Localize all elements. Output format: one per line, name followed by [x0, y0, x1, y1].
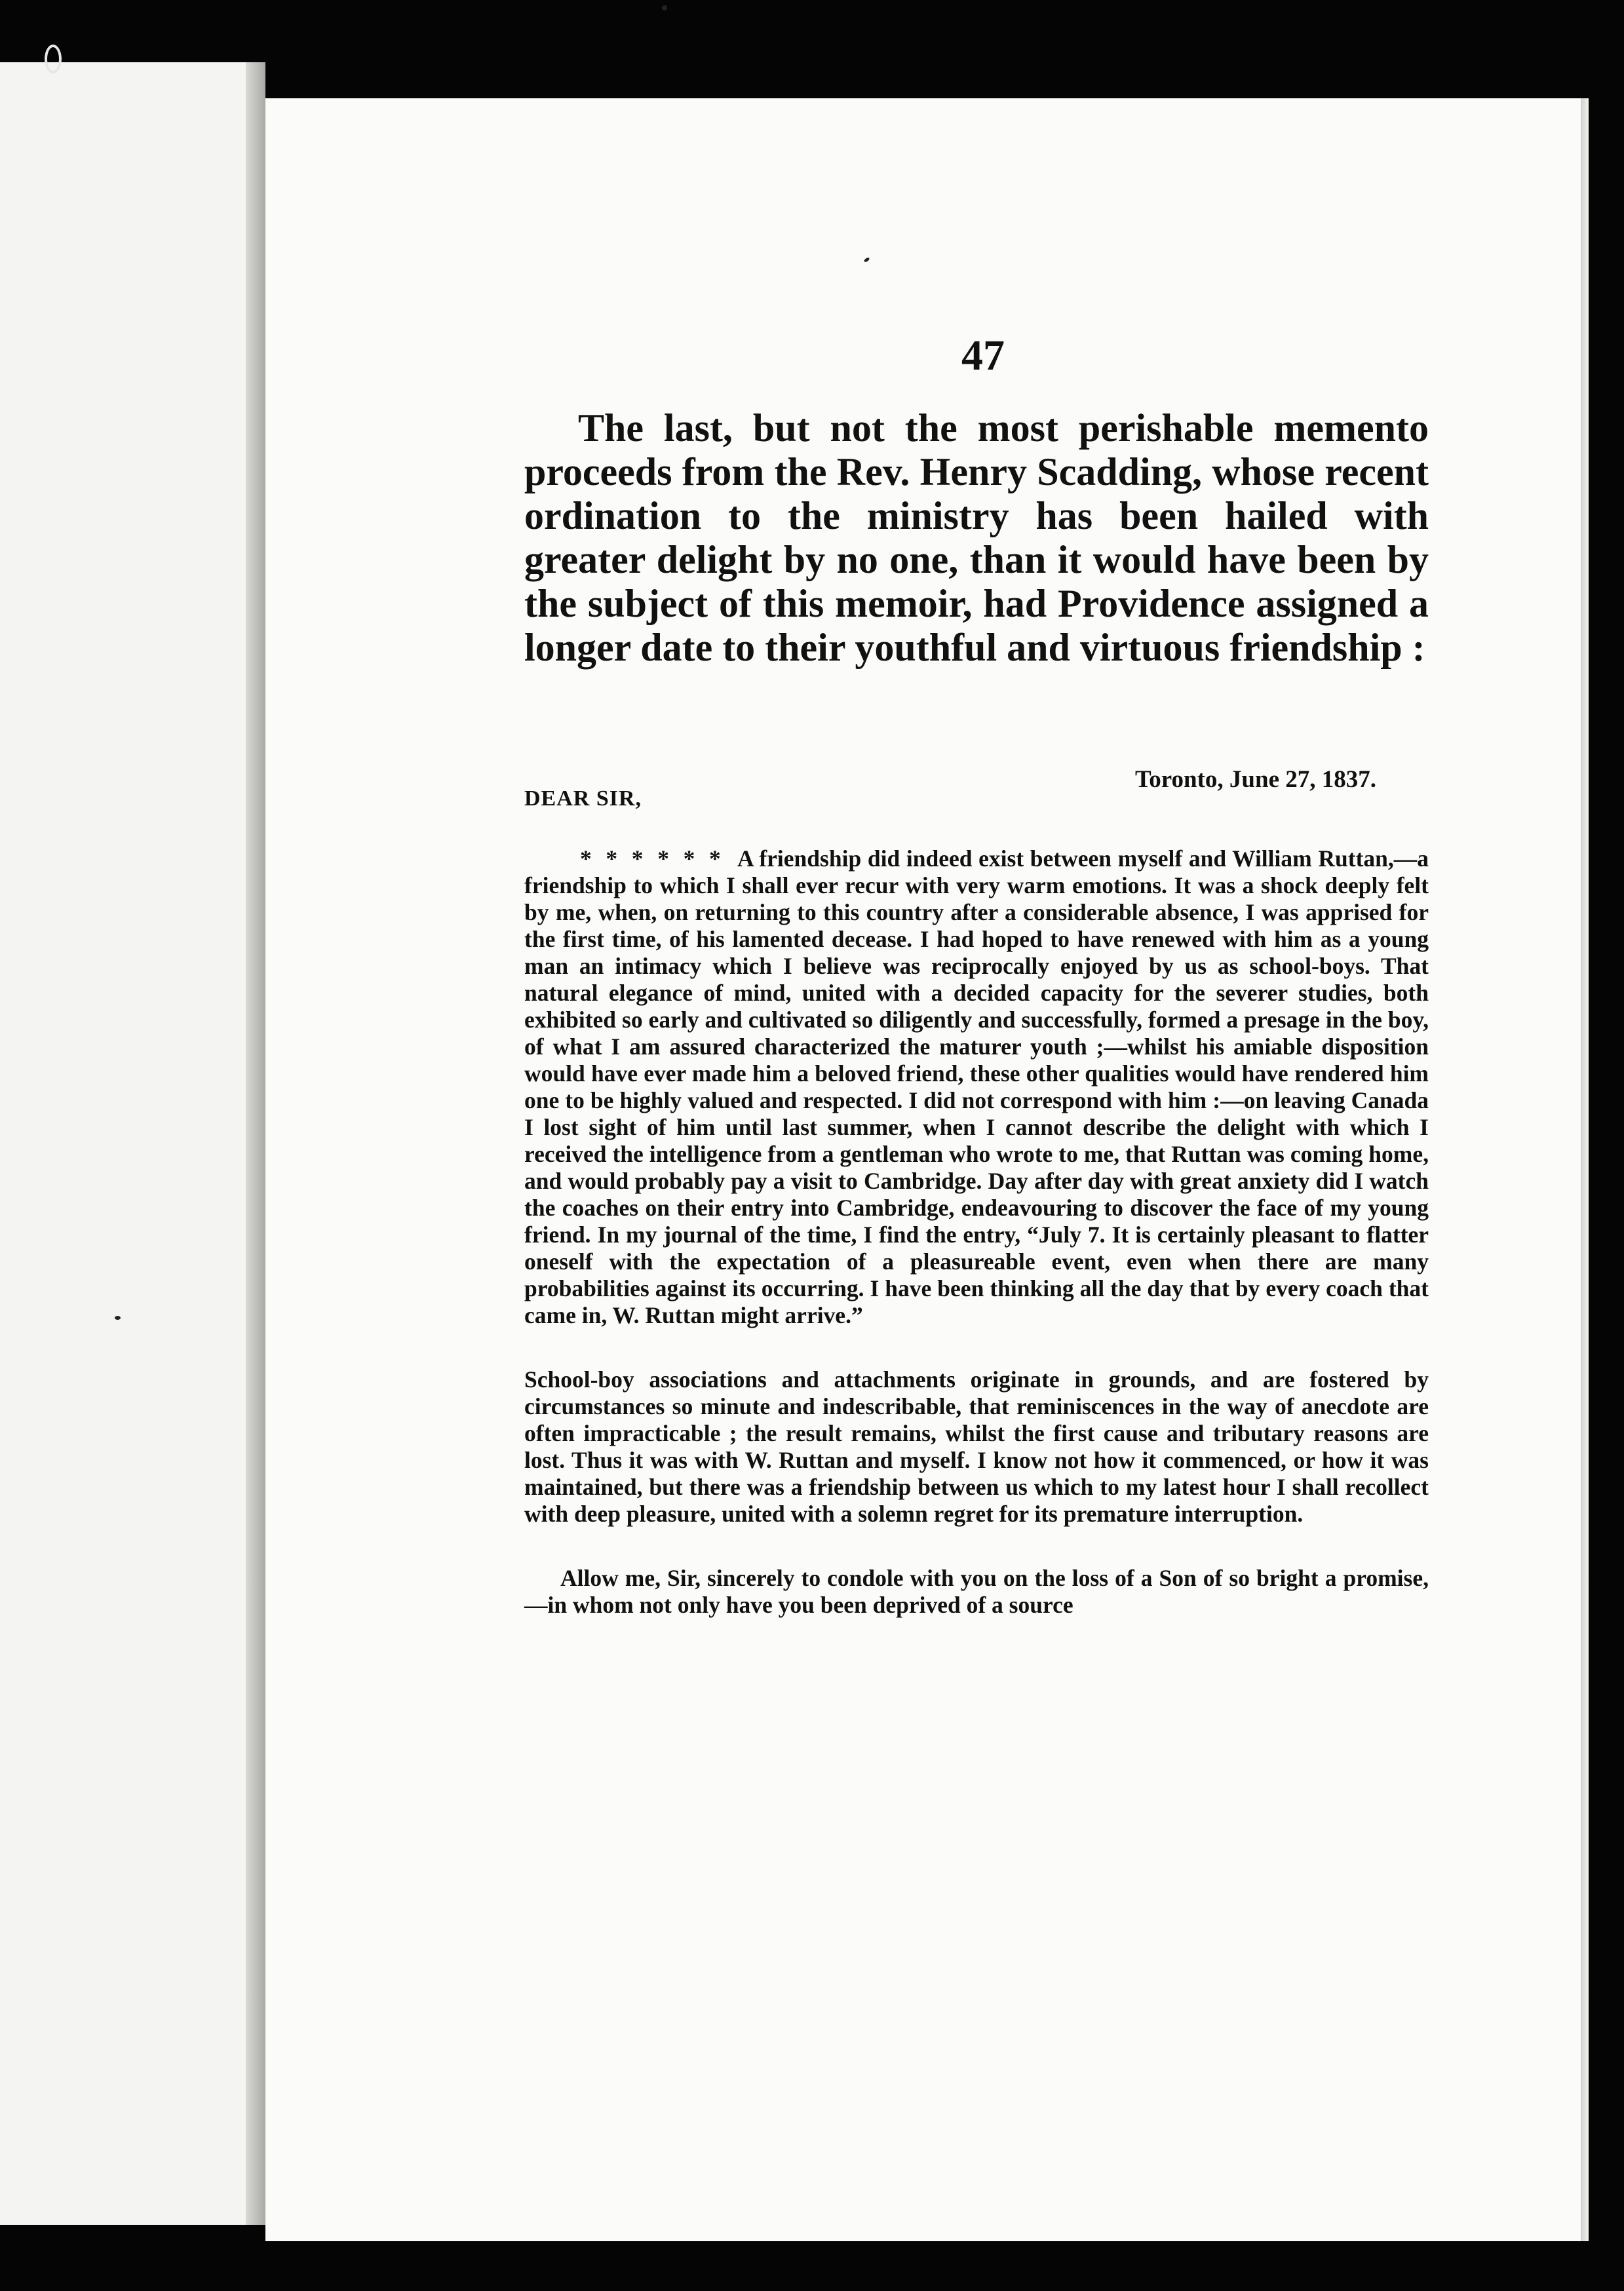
letter-dateline: Toronto, June 27, 1837. [1134, 766, 1376, 793]
letter-paragraph-2 [524, 1366, 1429, 1528]
omission-stars: * * * * * * [580, 845, 725, 872]
left-page [0, 62, 259, 2225]
page-number: 47 [961, 332, 1005, 379]
letter-paragraph-1-text: A friendship did indeed exist between myself and William Ruttan,—a friendship to which I shall ever recur with very warm emotions. It was a shock deeply felt by me, when, on returning to this country after a considerable absence, I was apprised for the first time, of his lamented decease. I had hoped to have renewed with him as a young man an intimacy which I believe was reciprocally enjoyed by us as school-boys. That natural elegance of mind, united with a decided capacity for the severer studies, both exhibited so early and cultivated so diligently and successfully, formed a presage in the boy, of what I am assured characterized the maturer youth ;—whilst his amiable disposition would have ever made him a beloved friend, these other qualities would have rendered him one to be highly valued and respected. I did not correspond with him :—on leaving Canada I lost sight of him until last summer, when I cannot describe the delight with which I received the intelligence from a gentleman who wrote to me, that Ruttan was coming home, and would probably pay a visit to Cambridge. Day after day with great anxiety did I watch the coaches on their entry into Cambridge, endeavouring to discover the face of my young friend. In my journal of the time, I find the entry, “July 7. It is certainly pleasant to flatter oneself with the expectation of a pleasureable event, even when there are many probabilities against its occurring. I have been thinking all the day that by every coach that came in, W. Ruttan might arrive.” [524, 845, 1429, 1328]
letter-paragraph-2-text: School-boy associations and attachments originate in grounds, and are fostered by circumstances so minute and indescribable, that reminiscences in the way of anecdote are often impracticable ; the result remains, whilst the first cause and tributary reasons are lost. Thus it was with W. Ruttan and myself. I know not how it commenced, or how it was maintained, but there was a friendship between us which to my latest hour I shall recollect with deep pleasure, united with a solemn regret for its premature interruption. [524, 1366, 1429, 1527]
page-gutter-shadow [246, 62, 265, 2225]
page-edge [1581, 98, 1589, 2241]
lead-paragraph [524, 406, 1429, 670]
letter-paragraph-3-text: Allow me, Sir, sincerely to condole with you on the loss of a Son of so bright a promise,—in whom not only have you been deprived of a source [524, 1565, 1429, 1618]
letter-salutation: DEAR SIR, [524, 786, 642, 811]
ink-speck [115, 1316, 121, 1320]
letter-paragraph-1 [524, 845, 1429, 1329]
ink-speck [662, 5, 667, 10]
lead-paragraph-text: The last, but not the most perishable memento proceeds from the Rev. Henry Scadding, whose recent ordination to the ministry has been hailed with greater delight by no one, than it would have been by the subject of this memoir, had Providence assigned a longer date to their youthful and virtuous friendship : [524, 406, 1429, 669]
letter-body [524, 845, 1429, 1619]
clip-mark-icon [45, 45, 62, 73]
letter-paragraph-3 [524, 1565, 1429, 1619]
